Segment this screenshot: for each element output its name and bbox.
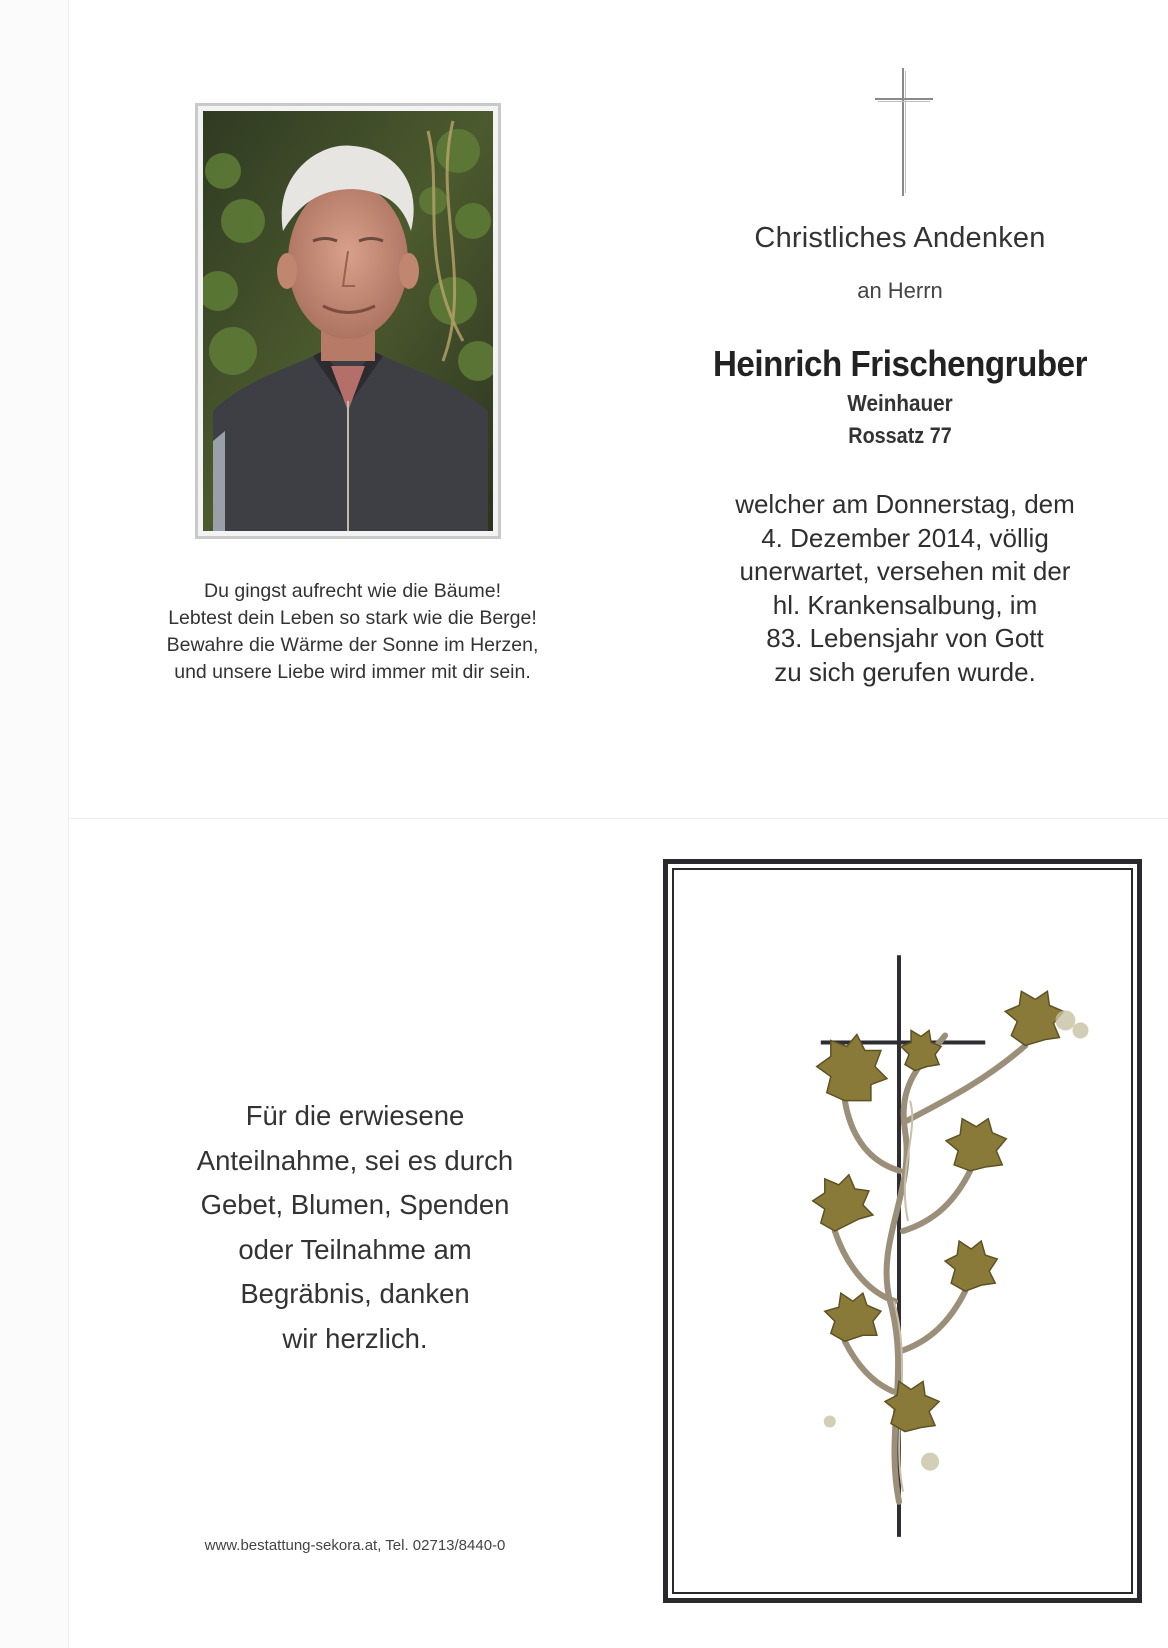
- cross-icon: [870, 68, 938, 196]
- thanks-line: wir herzlich.: [282, 1322, 428, 1354]
- poem: [120, 578, 585, 686]
- page-edge: [0, 0, 69, 1648]
- salutation: an Herrn: [857, 278, 943, 303]
- decorative-frame: [663, 859, 1142, 1603]
- thanks-line: Gebet, Blumen, Spenden: [200, 1189, 510, 1220]
- poem-line: Du gingst aufrecht wie die Bäume!: [204, 580, 501, 602]
- deceased-name: Heinrich Frischengruber: [712, 343, 1088, 384]
- death-announcement: [700, 488, 1110, 689]
- poem-line: und unsere Liebe wird immer mit dir sein.: [174, 661, 531, 683]
- occupation: Weinhauer: [847, 390, 953, 416]
- announcement-line: 4. Dezember 2014, völlig: [761, 522, 1049, 553]
- thanks-line: Für die erwiesene: [245, 1100, 465, 1131]
- poem-line: Lebtest dein Leben so stark wie die Berge!: [168, 607, 537, 629]
- thanks-line: Begräbnis, danken: [240, 1278, 470, 1309]
- cross-with-vine-icon: [674, 870, 1131, 1592]
- announcement-line: welcher am Donnerstag, dem: [735, 489, 1075, 519]
- decorative-frame-inner: [672, 868, 1133, 1594]
- fold-line: [68, 818, 1168, 819]
- memorial-heading: Christliches Andenken: [754, 222, 1046, 254]
- address: Rossatz 77: [848, 423, 952, 448]
- thanks-line: Anteilnahme, sei es durch: [196, 1144, 514, 1176]
- funeral-home-contact: www.bestattung-sekora.at, Tel. 02713/8440-0: [204, 1537, 506, 1554]
- announcement-line: 83. Lebensjahr von Gott: [766, 623, 1044, 653]
- portrait-photo: [203, 111, 493, 531]
- announcement-line: hl. Krankensalbung, im: [772, 589, 1038, 620]
- thanks-text: [150, 1094, 560, 1361]
- poem-line: Bewahre die Wärme der Sonne im Herzen,: [166, 634, 539, 656]
- announcement-line: unerwartet, versehen mit der: [739, 556, 1071, 586]
- portrait-illustration: [203, 111, 493, 531]
- announcement-line: zu sich gerufen wurde.: [774, 656, 1036, 687]
- thanks-line: oder Teilnahme am: [238, 1233, 472, 1265]
- portrait-photo-frame: [195, 103, 501, 539]
